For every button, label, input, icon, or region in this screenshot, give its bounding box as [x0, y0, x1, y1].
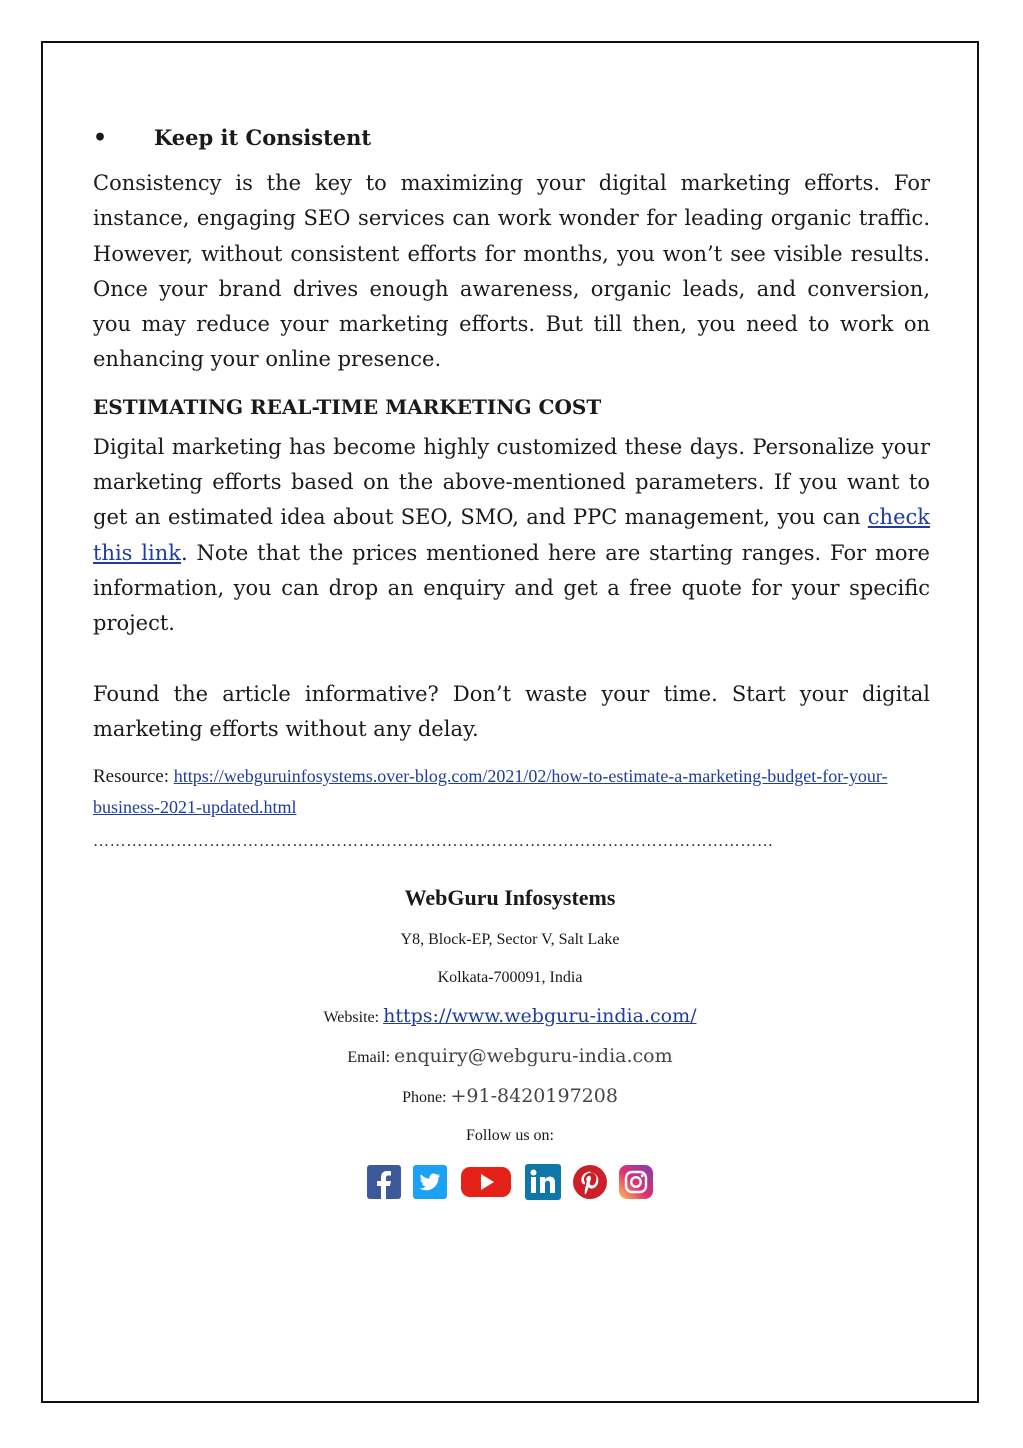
instagram-icon[interactable]: [619, 1165, 653, 1204]
section-heading: ESTIMATING REAL-TIME MARKETING COST: [93, 394, 602, 419]
contact-footer: [41, 880, 979, 1204]
linkedin-icon[interactable]: [525, 1164, 561, 1205]
social-icons: [41, 1164, 979, 1204]
twitter-icon[interactable]: [413, 1165, 447, 1204]
email-address: enquiry@webguru-india.com: [394, 1045, 673, 1067]
company-name: WebGuru Infosystems: [404, 885, 616, 910]
bullet-item: [93, 118, 930, 158]
email-label: Email:: [347, 1049, 395, 1066]
bullet-dot: •: [93, 125, 108, 151]
resource-link[interactable]: https://webguruinfosystems.over-blog.com/2021/02/how-to-estimate-a-marketing-budget-for-your-business-2021-updated.html: [93, 766, 888, 818]
phone-label: Phone:: [402, 1089, 451, 1106]
website-link[interactable]: https://www.webguru-india.com/: [383, 1005, 697, 1027]
address-line-1: Y8, Block-EP, Sector V, Salt Lake: [400, 931, 620, 948]
closing-paragraph: Found the article informative? Don’t waste your time. Start your digital marketing efforts without any delay.: [93, 681, 930, 741]
address-line-2: Kolkata-700091, India: [437, 969, 583, 986]
facebook-icon[interactable]: [367, 1165, 401, 1204]
bullet-title: Keep it Consistent: [154, 125, 372, 150]
pinterest-icon[interactable]: [573, 1165, 607, 1204]
article-body: [93, 118, 930, 851]
youtube-icon[interactable]: [459, 1164, 513, 1205]
consistency-paragraph: Consistency is the key to maximizing your digital marketing efforts. For instance, engaging SEO services can work wonder for leading organic traffic. However, without consistent efforts for months, you won’t see visible results. Once your brand drives enough awareness, organic leads, and conversion, you may reduce your marketing efforts. But till then, you need to work on enhancing your online presence.: [93, 171, 930, 372]
cost-paragraph: [93, 430, 930, 642]
email-line: [41, 1046, 979, 1068]
website-label: Website:: [323, 1009, 384, 1026]
dotted-separator: ……………………………………………………………………………………………………………: [93, 833, 774, 851]
resource-label: Resource:: [93, 766, 174, 788]
follow-label: Follow us on:: [465, 1127, 554, 1144]
phone-line: [41, 1086, 979, 1108]
check-this-link[interactable]: check this link: [93, 505, 930, 565]
resource-line: [93, 761, 930, 823]
phone-number: +91-8420197208: [450, 1085, 618, 1107]
website-line: [41, 1006, 979, 1028]
cost-text-before-link: Digital marketing has become highly customized these days. Personalize your marketing efforts based on the above-mentioned parameters. If you want to get an estimated idea about SEO, SMO, and PPC management, you can: [93, 434, 930, 530]
cost-text-after-link: . Note that the prices mentioned here are starting ranges. For more information, you can drop an enquiry and get a free quote for your specific project.: [93, 540, 930, 636]
